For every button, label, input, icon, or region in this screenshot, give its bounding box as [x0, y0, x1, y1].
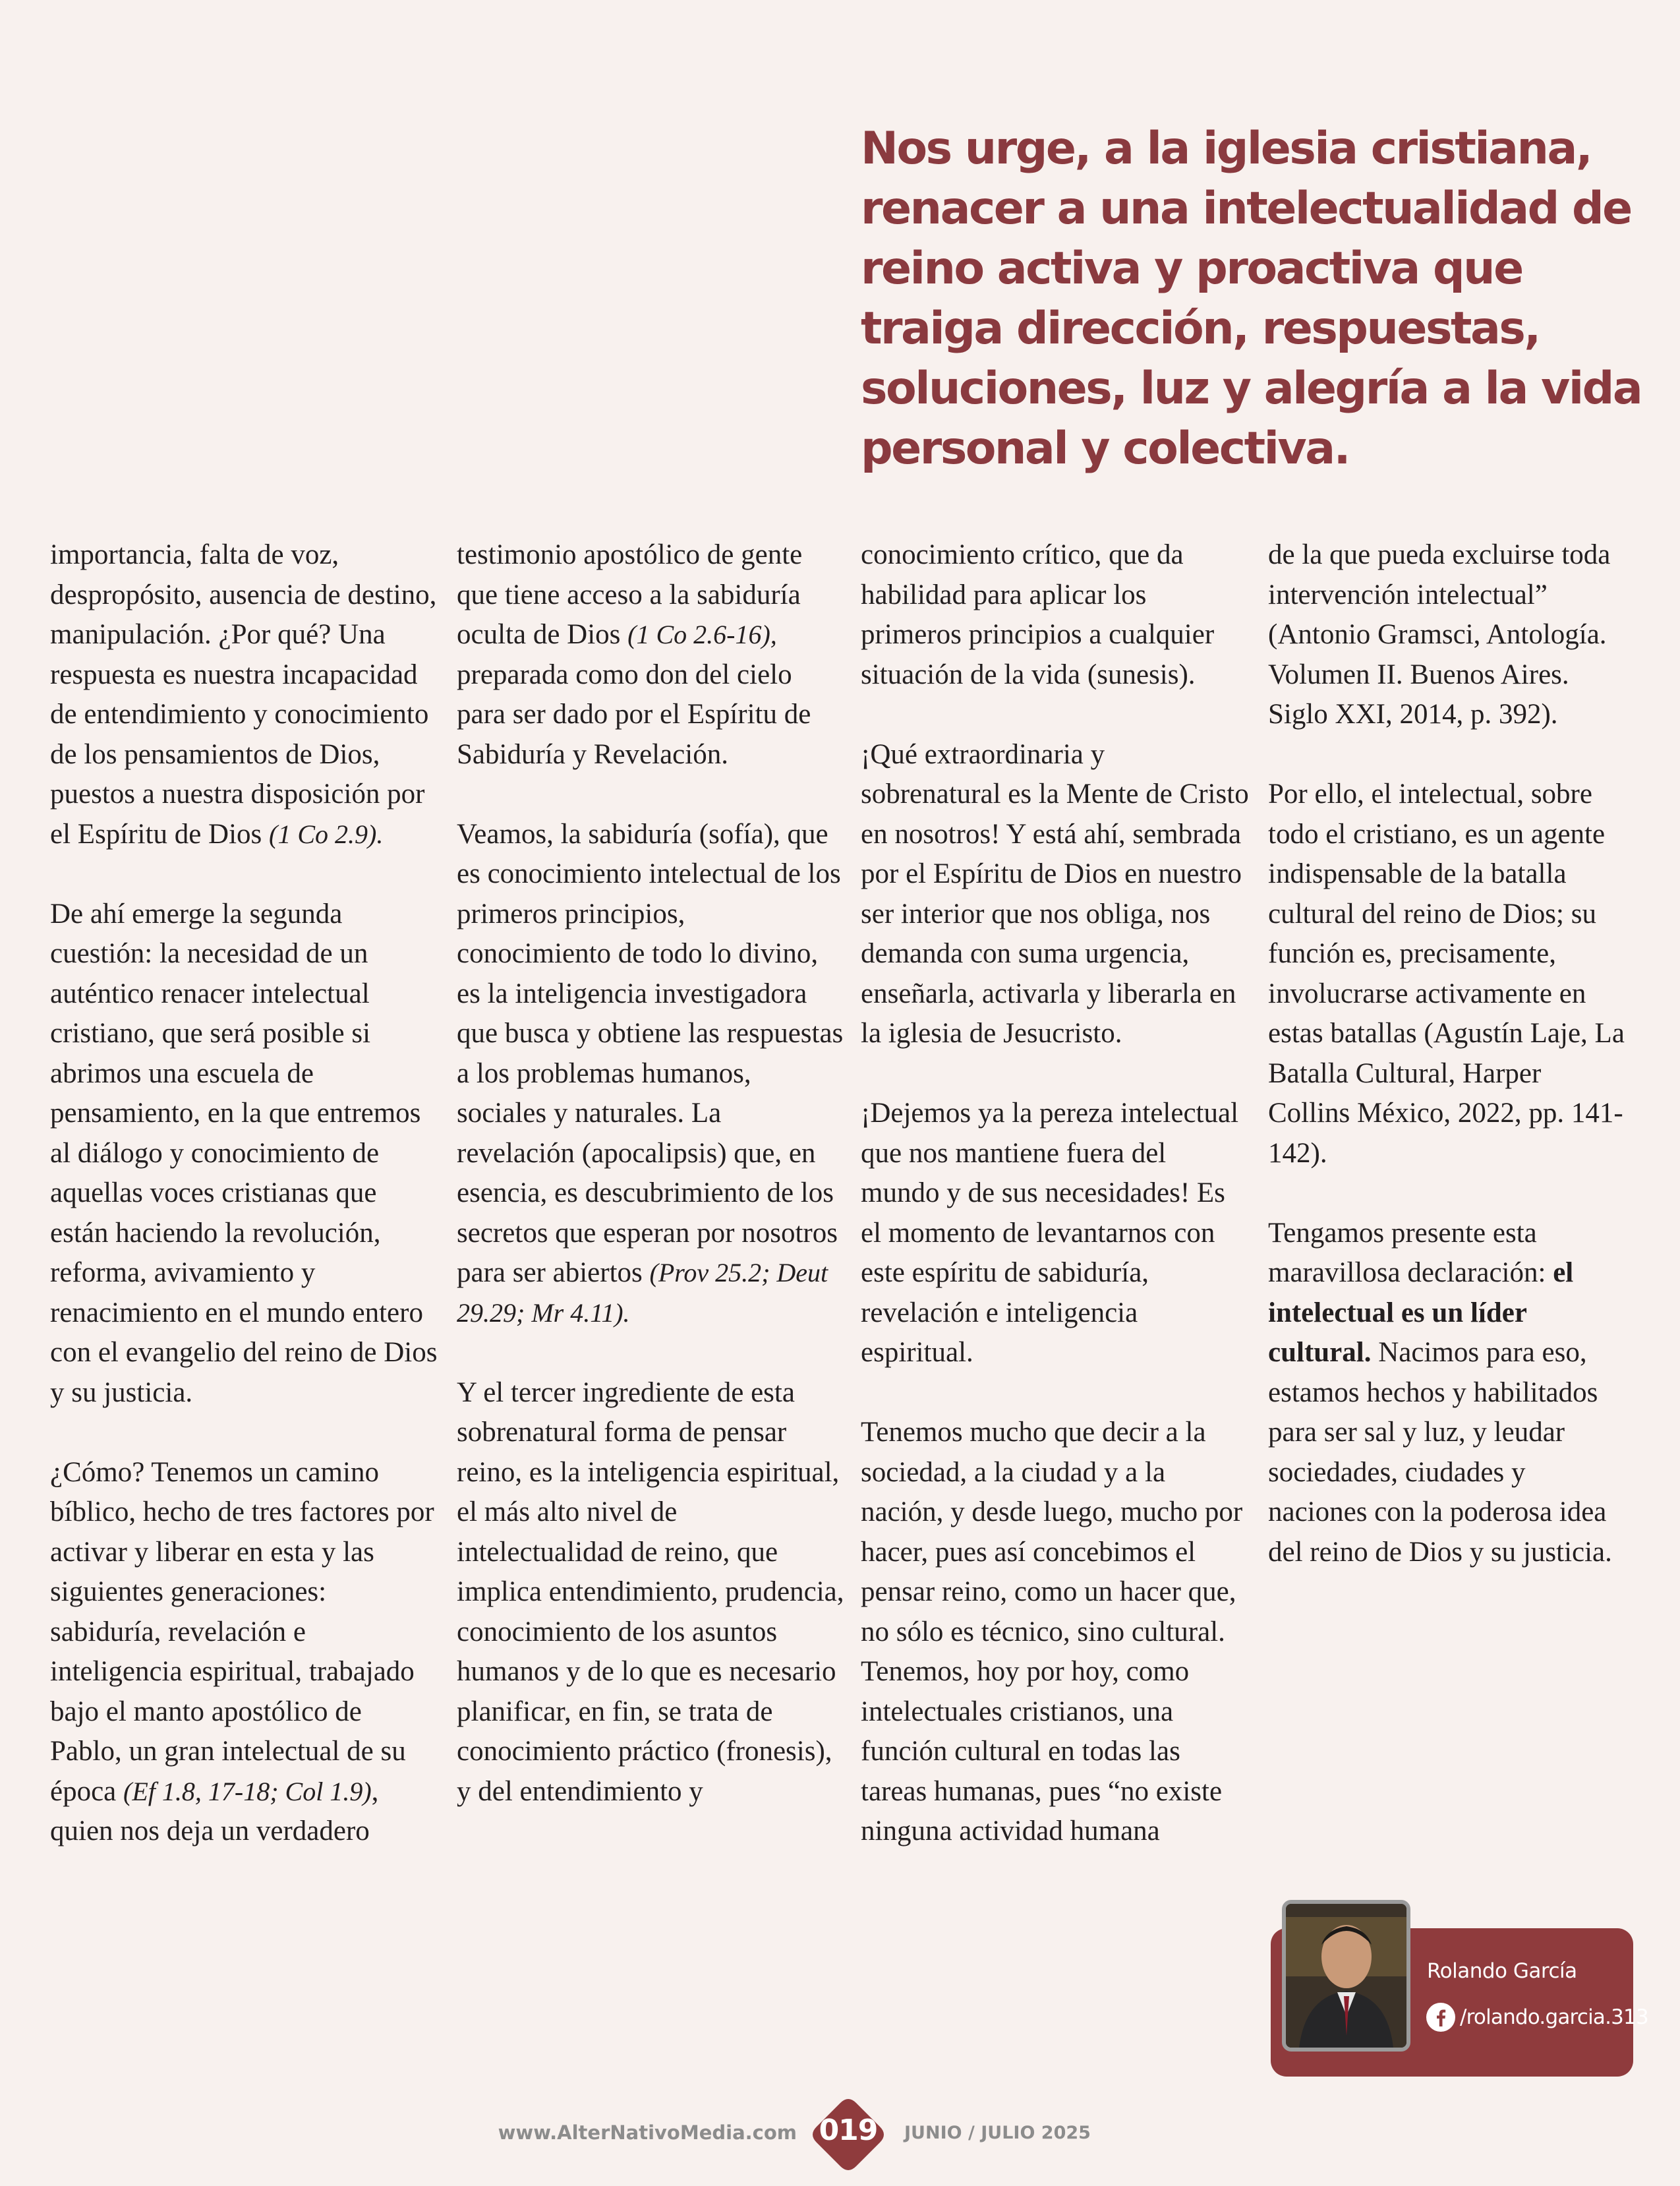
facebook-icon	[1426, 2002, 1456, 2032]
paragraph: ¡Dejemos ya la pereza intelectual que nos mantiene fuera del mundo y de sus necesidades! Es el momento de levantarnos con este espíritu de sabiduría, revelación e inteligencia espiritual.	[861, 1098, 1239, 1368]
paragraph	[457, 815, 846, 1334]
paragraph: Y el tercer ingrediente de esta sobrenatural forma de pensar reino, es la inteligencia espiritual, el más alto nivel de intelectualidad de reino, que implica entendimiento, prudencia, conocimiento de los asuntos humanos y de lo que es necesario planificar, en fin, se trata de conocimiento práctico (fronesis), y del entendimiento y	[457, 1376, 844, 1807]
footer-website[interactable]: www.AlterNativoMedia.com	[498, 2121, 797, 2144]
paragraph	[50, 535, 439, 854]
bible-reference: (Prov 25.2; Deut 29.29; Mr 4.11).	[457, 1258, 828, 1328]
bible-reference: (1 Co 2.6-16),	[627, 620, 777, 649]
paragraph: ¡Qué extraordinaria y sobrenatural es la Mente de Cristo en nosotros! Y está ahí, sembrada por el Espíritu de Dios en nuestro ser interior que nos obliga, nos demanda con suma urgencia, enseñarla, activarla y liberarla en la iglesia de Jesucristo.	[861, 738, 1249, 1049]
paragraph: de la que pueda excluirse toda intervención intelectual” (Antonio Gramsci, Antología. Volumen II. Buenos Aires. Siglo XXI, 2014, p. 392).	[1268, 539, 1611, 730]
social-handle[interactable]: /rolando.garcia.313	[1460, 2005, 1648, 2029]
article-column-2	[457, 535, 846, 1812]
paragraph-text: Veamos, la sabiduría (sofía), que es conocimiento intelectual de los primeros principios, conocimiento de todo lo divino, es la inteligencia investigadora que busca y obtiene las respuestas a los problemas humanos, sociales y naturales. La revelación (apocalipsis) que, en esencia, es descubrimiento de los secretos que esperan por nosotros para ser abiertos	[457, 818, 844, 1288]
bible-reference: (1 Co 2.9).	[269, 819, 384, 849]
article-column-3	[861, 535, 1250, 1852]
paragraph	[50, 1453, 439, 1852]
author-photo	[1282, 1900, 1410, 2052]
paragraph: conocimiento crítico, que da habilidad para aplicar los primeros principios a cualquier situación de la vida (sunesis).	[861, 539, 1215, 690]
paragraph	[457, 535, 846, 775]
page-number: 019	[819, 2113, 878, 2147]
issue-date: JUNIO / JULIO 2025	[904, 2123, 1091, 2143]
paragraph: Tenemos mucho que decir a la sociedad, a la ciudad y a la nación, y desde luego, mucho por hacer, pues así concebimos el pensar reino, como un hacer que, no sólo es técnico, sino cultural. Tenemos, hoy por hoy, como intelectuales cristianos, una función cultural en todas las tareas humanas, pues “no existe ninguna actividad humana	[861, 1417, 1243, 1846]
paragraph-text: Nacimos para eso, estamos hechos y habilitados para ser sal y luz, y leudar sociedades, ciudades y naciones con la poderosa idea del reino de Dios y su justicia.	[1268, 1337, 1612, 1568]
paragraph	[1268, 1214, 1627, 1573]
author-social-link[interactable]	[1426, 2001, 1648, 2034]
paragraph-text: testimonio apostólico de gente que tiene acceso a la sabiduría oculta de Dios	[457, 539, 803, 650]
article-column-4	[1268, 535, 1627, 1572]
paragraph: Por ello, el intelectual, sobre todo el cristiano, es un agente indispensable de la batalla cultural del reino de Dios; su función es, precisamente, involucrarse activamente en estas batallas (Agustín Laje, La Batalla Cultural, Harper Collins México, 2022, pp. 141-142).	[1268, 779, 1625, 1169]
bold-statement: el intelectual es un líder cultural.	[1268, 1257, 1574, 1368]
paragraph-text: Tengamos presente esta maravillosa declaración:	[1268, 1217, 1553, 1288]
paragraph-text: preparada como don del cielo para ser dado por el Espíritu de Sabiduría y Revelación.	[457, 659, 811, 770]
article-column-1	[50, 535, 439, 1852]
paragraph-text: ¿Cómo? Tenemos un camino bíblico, hecho de tres factores por activar y liberar en esta y las siguientes generaciones: sabiduría, revelación e inteligencia espiritual, trabajado bajo el manto apostólico de Pablo, un gran intelectual de su época	[50, 1456, 434, 1807]
author-portrait-icon	[1286, 1904, 1406, 2048]
paragraph-text: , quien nos deja un verdadero	[50, 1775, 379, 1846]
pull-quote: Nos urge, a la iglesia cristiana, renacer a una intelectualidad de reino activa y proactiva que traiga dirección, respuestas, soluciones, luz y alegría a la vida personal y colectiva.	[861, 123, 1642, 475]
paragraph-text: importancia, falta de voz, despropósito, ausencia de destino, manipulación. ¿Por qué? Una respuesta es nuestra incapacidad de entendimiento y conocimiento de los pensamientos de Dios, puestos a nuestra disposición por el Espíritu de Dios	[50, 539, 437, 850]
author-name: Rolando García	[1427, 1959, 1577, 1983]
bible-reference: (Ef 1.8, 17-18; Col 1.9)	[123, 1776, 372, 1806]
paragraph: De ahí emerge la segunda cuestión: la necesidad de un auténtico renacer intelectual cristiano, que será posible si abrimos una escuela de pensamiento, en la que entremos al diálogo y conocimiento de aquellas voces cristianas que están haciendo la revolución, reforma, avivamiento y renacimiento en el mundo entero con el evangelio del reino de Dios y su justicia.	[50, 898, 438, 1408]
